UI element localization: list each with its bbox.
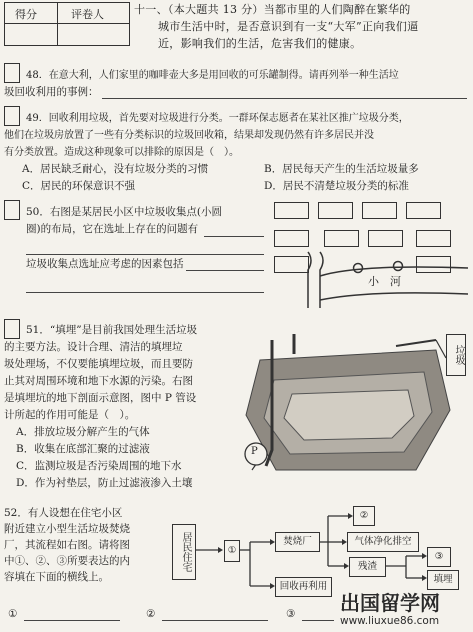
answer-label-1: ①	[8, 608, 18, 620]
q51-option-d: D．作为衬垫层，防止过滤液渗入土壤	[16, 477, 193, 489]
grader-label: 评卷人	[71, 8, 104, 21]
q50-line1: 50．右图是某居民小区中垃圾收集点(小圆	[26, 206, 222, 218]
q51-line5: 是填埋坑的地下剖面示意图，图中 P 管设	[4, 392, 197, 404]
q51-line6: 计所起的作用可能是（ ）。	[4, 409, 136, 421]
flow-recycle: 回收再利用	[275, 577, 332, 597]
q50-line3: 垃圾收集点选址应考虑的因素包括	[26, 258, 184, 270]
q52-line3: 厂，其流程如右图。请将图	[4, 539, 130, 551]
answer-label-2: ②	[146, 608, 156, 620]
watermark-url: www.liuxue86.com	[340, 615, 440, 627]
score-table-divider	[5, 23, 129, 24]
flow-gas-purification: 气体净化排空	[347, 532, 419, 552]
flow-blank-2: ②	[353, 506, 375, 526]
q49-line1: 49．回收利用垃圾，首先要对垃圾进行分类。一群环保志愿者在某社区推广垃圾分类，	[26, 113, 409, 124]
q49-option-b: B．居民每天产生的生活垃圾量多	[264, 163, 419, 175]
q50-line2: 圈)的布局，它在选址上存在的问题有	[26, 223, 199, 235]
section-heading: 十一、（本大题共 13 分）当都市里的人们陶醉在繁华的	[134, 3, 411, 16]
q52-line4: 中①、②、③所要表达的内	[4, 555, 130, 567]
q49-line2: 他们在垃圾房放置了一些有分类标识的垃圾回收箱，结果却发现仍然有许多居民并没	[4, 130, 374, 141]
score-table	[4, 2, 130, 46]
q52-line5: 容填在下面的横线上。	[4, 571, 109, 583]
q49-score-box[interactable]	[4, 106, 20, 126]
q49-line3: 有分类放置。造成这种现象可以排除的原因是（ ）。	[4, 147, 239, 158]
watermark	[340, 592, 472, 632]
score-label: 得分	[15, 8, 37, 21]
score-table-col-divider	[57, 3, 58, 45]
q50-score-box[interactable]	[4, 200, 20, 220]
answer-line-1[interactable]	[24, 620, 120, 621]
p-pipe-label: P	[251, 446, 258, 457]
q49-option-c: C．居民的环保意识不强	[22, 180, 136, 192]
q48-score-box[interactable]	[4, 63, 20, 83]
section-intro-line2: 城市生活中时，是否意识到有一支“大军”正向我们逼	[158, 20, 419, 33]
q49-option-a: A．居民缺乏耐心，没有垃圾分类的习惯	[22, 163, 209, 175]
q50-answer-line-3[interactable]	[186, 270, 264, 271]
q48-answer-line[interactable]	[102, 98, 467, 99]
flow-landfill: 填埋	[427, 570, 459, 590]
q51-line1: 51．“填埋”是目前我国处理生活垃圾	[26, 324, 198, 336]
q51-option-c: C．监测垃圾是否污染周围的地下水	[16, 460, 182, 472]
answer-label-3: ③	[286, 608, 296, 620]
answer-line-2[interactable]	[162, 620, 268, 621]
section-intro-line3: 近，影响我们的生活，危害我们的健康。	[158, 37, 362, 50]
river-label: 小 河	[368, 275, 401, 288]
q50-answer-line-4[interactable]	[26, 292, 264, 293]
garbage-label: 垃圾	[446, 334, 466, 376]
q51-option-a: A．排放垃圾分解产生的气体	[16, 426, 150, 438]
q49-option-d: D．居民不清楚垃圾分类的标准	[264, 180, 409, 192]
incineration-flowchart	[170, 500, 470, 600]
q50-answer-line-2[interactable]	[26, 254, 264, 255]
landfill-drawing	[236, 320, 470, 496]
q52-line2: 附近建立小型生活垃圾焚烧	[4, 523, 130, 535]
q48-line2: 圾回收利用的事例：	[4, 86, 99, 98]
landfill-cross-section	[236, 320, 470, 496]
flow-blank-3: ③	[427, 547, 451, 567]
q51-line3: 圾处理场，不仅要能填埋垃圾，而且要防	[4, 358, 193, 370]
q51-option-b: B．收集在底部汇聚的过滤液	[16, 443, 150, 455]
q52-line1: 52．有人设想在住宅小区	[4, 507, 123, 519]
flow-blank-1: ①	[224, 540, 240, 562]
q51-score-box[interactable]	[4, 319, 20, 339]
q51-line4: 止其对周围环境和地下水源的污染。右图	[4, 375, 193, 387]
q48-line1: 48．在意大利，人们家里的咖啡壶大多是用回收的可乐罐制得。请再列举一种生活垃	[26, 70, 399, 81]
residential-map	[268, 198, 468, 308]
watermark-title: 出国留学网	[340, 591, 440, 615]
river-and-road-lines	[268, 198, 468, 308]
flow-residential: 居民住宅	[172, 524, 196, 580]
flow-residue: 残渣	[349, 557, 386, 577]
answer-line-3[interactable]	[302, 620, 334, 621]
q51-line2: 的主要方法。设计合理、清洁的填埋垃	[4, 341, 183, 353]
q50-answer-line-1[interactable]	[204, 236, 264, 237]
flow-incinerator: 焚烧厂	[275, 532, 320, 552]
